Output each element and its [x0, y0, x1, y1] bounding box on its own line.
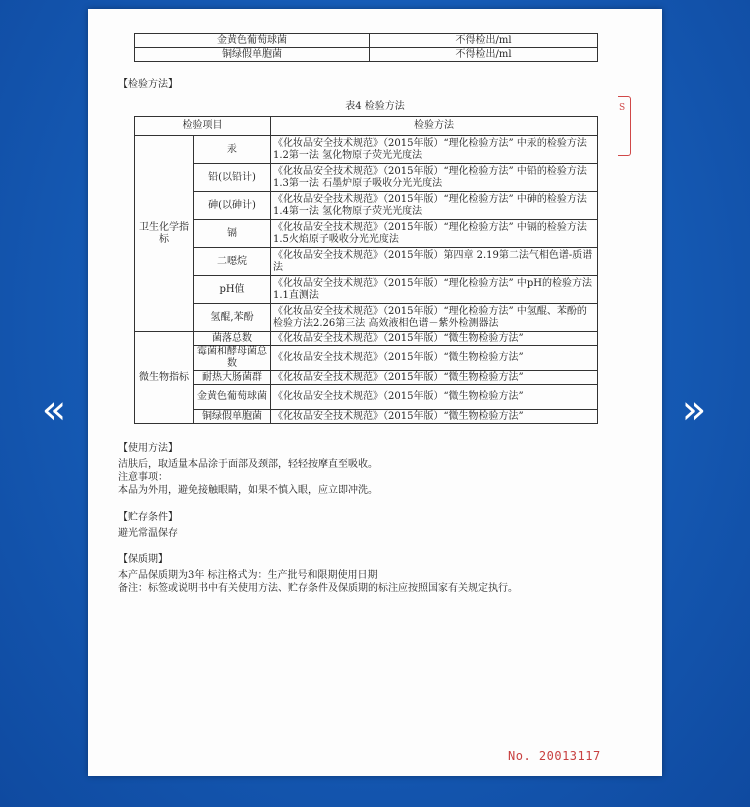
table-cell: 《化妆品安全技术规范》（2015年版）“微生物检验方法” [271, 385, 598, 410]
table-cell: 汞 [194, 136, 271, 164]
prev-page-icon[interactable]: « [41, 387, 67, 433]
storage-line: 避光常温保存 [118, 528, 178, 539]
table-cell: 耐热大肠菌群 [194, 371, 271, 385]
section-heading-methods: 【检验方法】 [118, 79, 178, 90]
table-cell: 《化妆品安全技术规范》（2015年版）“理化检验方法” 中汞的检验方法1.2第一法 氢化物原子荧光光度法 [271, 136, 598, 164]
table-row [135, 248, 598, 276]
table-row [135, 304, 598, 332]
table-cell: 铜绿假单胞菌 [194, 410, 271, 424]
next-page-icon[interactable]: » [681, 387, 707, 433]
table-cell: 《化妆品安全技术规范》（2015年版）“理化检验方法” 中砷的检验方法1.4第一法 氢化物原子荧光光度法 [271, 192, 598, 220]
table-cell: 《化妆品安全技术规范》（2015年版）“微生物检验方法” [271, 346, 598, 371]
table-cell: 金黄色葡萄球菌 [135, 34, 370, 48]
section-heading-usage: 【使用方法】 [118, 443, 178, 454]
stamp-mark: S [619, 103, 626, 113]
table-cell: 《化妆品安全技术规范》（2015年版）“微生物检验方法” [271, 332, 598, 346]
inspection-methods-table [134, 116, 598, 424]
table-row [135, 410, 598, 424]
group-micro: 微生物指标 [135, 332, 194, 424]
table-cell: 砷(以砷计) [194, 192, 271, 220]
table-cell: 金黄色葡萄球菌 [194, 385, 271, 410]
table-row [135, 220, 598, 248]
table-row [135, 276, 598, 304]
table-cell: 《化妆品安全技术规范》（2015年版）“理化检验方法” 中氢醌、苯酚的检验方法2.26第三法 高效液相色谱－紫外检测器法 [271, 304, 598, 332]
table-cell: 铅(以铅计) [194, 164, 271, 192]
table-title: 表4 检验方法 [345, 101, 405, 112]
table-cell: 二噁烷 [194, 248, 271, 276]
section-heading-shelf: 【保质期】 [118, 554, 168, 565]
table-row [135, 164, 598, 192]
table-cell: 菌落总数 [194, 332, 271, 346]
header-method: 检验方法 [271, 117, 598, 136]
table-cell: 《化妆品安全技术规范》（2015年版）第四章 2.19第二法气相色谱-质谱法 [271, 248, 598, 276]
table-cell: 镉 [194, 220, 271, 248]
usage-line: 洁肤后，取适量本品涂于面部及颈部，轻轻按摩直至吸收。 [118, 459, 378, 470]
serial-number: No. 20013117 [508, 749, 601, 763]
table-cell: pH值 [194, 276, 271, 304]
table-row [135, 385, 598, 410]
table-header-row [135, 117, 598, 136]
micro-limit-table [134, 33, 598, 62]
table-row [135, 192, 598, 220]
table-cell: 《化妆品安全技术规范》（2015年版）“理化检验方法” 中铅的检验方法1.3第一法 石墨炉原子吸收分光光度法 [271, 164, 598, 192]
shelf-line: 本产品保质期为3年 标注格式为：生产批号和限期使用日期 [118, 570, 378, 581]
header-item: 检验项目 [135, 117, 271, 136]
table-row [135, 34, 598, 48]
table-cell: 《化妆品安全技术规范》（2015年版）“微生物检验方法” [271, 371, 598, 385]
table-cell: 《化妆品安全技术规范》（2015年版）“理化检验方法” 中镉的检验方法 1.5火焰原子吸收分光光度法 [271, 220, 598, 248]
table-row [135, 48, 598, 62]
table-cell: 霉菌和酵母菌总数 [194, 346, 271, 371]
document-page [88, 9, 662, 776]
table-cell: 不得检出/ml [370, 34, 598, 48]
shelf-line: 备注：标签或说明书中有关使用方法、贮存条件及保质期的标注应按照国家有关规定执行。 [118, 583, 518, 594]
table-row [135, 371, 598, 385]
table-row [135, 346, 598, 371]
table-cell: 铜绿假单胞菌 [135, 48, 370, 62]
usage-line: 注意事项： [118, 472, 168, 483]
table-cell: 《化妆品安全技术规范》（2015年版）“理化检验方法” 中pH的检验方法 1.1直测法 [271, 276, 598, 304]
table-cell: 《化妆品安全技术规范》（2015年版）“微生物检验方法” [271, 410, 598, 424]
section-heading-storage: 【贮存条件】 [118, 512, 178, 523]
group-chem: 卫生化学指标 [135, 136, 194, 332]
table-row [135, 136, 598, 164]
usage-line: 本品为外用，避免接触眼睛，如果不慎入眼，应立即冲洗。 [118, 485, 378, 496]
table-cell: 氢醌,苯酚 [194, 304, 271, 332]
table-cell: 不得检出/ml [370, 48, 598, 62]
table-row [135, 332, 598, 346]
red-stamp [618, 96, 631, 156]
